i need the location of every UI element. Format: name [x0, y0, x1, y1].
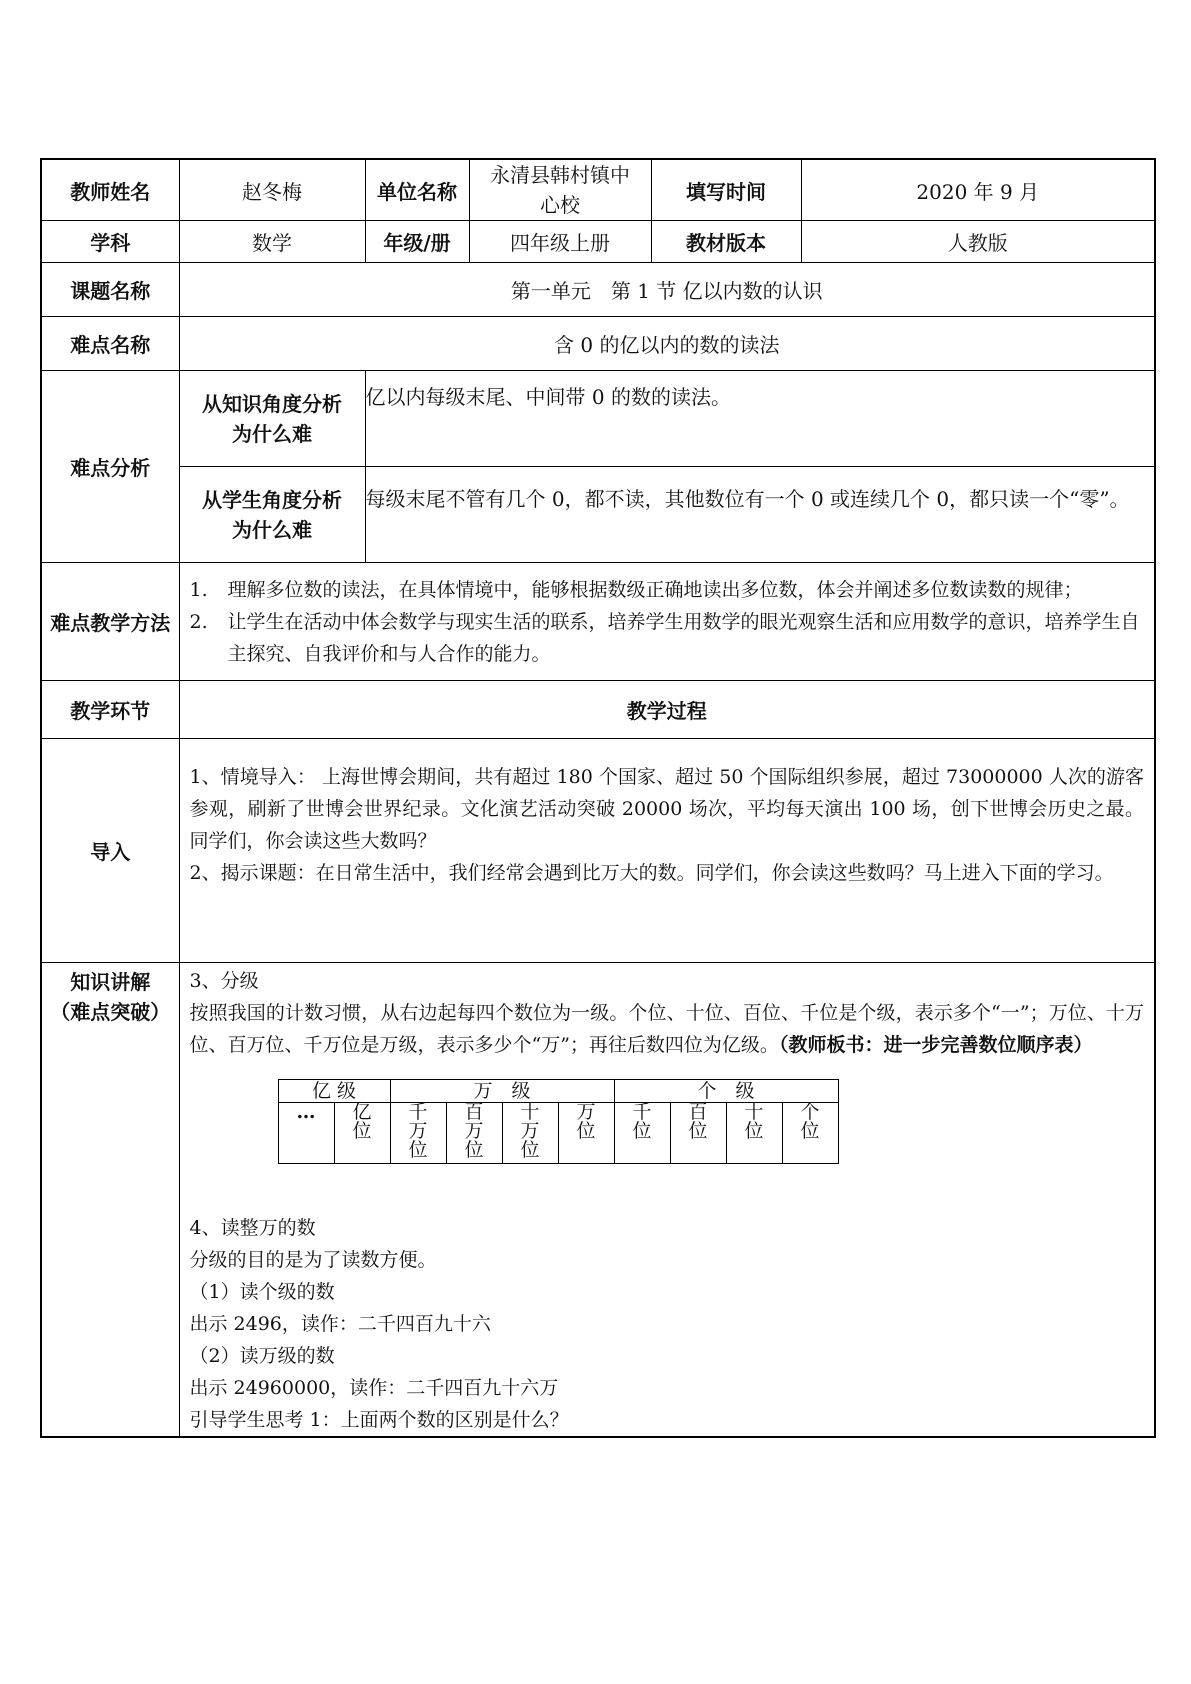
edition-value: 人教版	[801, 221, 1155, 263]
student-angle-value: 每级末尾不管有几个 0，都不读，其他数位有一个 0 或连续几个 0，都只读一个“零”。	[365, 467, 1155, 563]
row-difficulty	[41, 317, 1155, 371]
method-content	[179, 563, 1155, 681]
place-col-text: 百万位	[464, 1101, 484, 1161]
section-3-body: 按照我国的计数习惯，从右边起每四个数位为一级。个位、十位、百位、千位是个级，表示多个“一”；万位、十万位、百万位、千万位是万级，表示多少个“万”；再往后数四位为亿级。	[189, 1002, 1144, 1056]
place-col-text: 个位	[800, 1101, 820, 1142]
place-col-bai	[670, 1103, 726, 1164]
row-intro	[41, 739, 1155, 963]
knowledge-label-line1: 知识讲解	[70, 970, 151, 994]
place-col-text: 百位	[688, 1101, 708, 1142]
intro-content	[179, 739, 1155, 963]
place-col-shi	[726, 1103, 782, 1164]
row-subject-info	[41, 221, 1155, 263]
place-group-row	[278, 1080, 838, 1103]
place-column-row	[278, 1103, 838, 1164]
place-col-ellipsis-text: …	[296, 1101, 316, 1123]
section-4-line: 引导学生思考 1：上面两个数的区别是什么？	[189, 1409, 569, 1431]
topic-label: 课题名称	[41, 263, 179, 317]
grade-label: 年级/册	[365, 221, 469, 263]
teaching-process-label: 教学过程	[179, 681, 1155, 739]
section-4-line: 出示 24960000，读作：二千四百九十六万	[189, 1377, 559, 1399]
edition-label: 教材版本	[651, 221, 801, 263]
section-4-line: （1）读个级的数	[189, 1281, 335, 1303]
section-4-line: 分级的目的是为了读数方便。	[189, 1249, 437, 1271]
subject-value: 数学	[179, 221, 365, 263]
knowledge-angle-label: 从知识角度分析为什么难	[179, 371, 365, 467]
knowledge-angle-value: 亿以内每级末尾、中间带 0 的数的读法。	[365, 371, 1155, 467]
row-analysis-student	[41, 467, 1155, 563]
row-process-header	[41, 681, 1155, 739]
teacher-name-label: 教师姓名	[41, 159, 179, 221]
teacher-name-value: 赵冬梅	[179, 159, 365, 221]
method-list	[180, 572, 1155, 672]
section-4-title: 4、读整万的数	[189, 1217, 316, 1239]
section-3-board-note: （教师板书：进一步完善数位顺序表）	[778, 1034, 1093, 1056]
place-col-yi	[334, 1103, 390, 1164]
knowledge-label-line2: （难点突破）	[50, 1000, 171, 1024]
intro-paragraph-1: 1、情境导入： 上海世博会期间，共有超过 180 个国家、超过 50 个国际组织参展，超过 73000000 人次的游客参观，刷新了世博会世界纪录。文化演艺活动突破 20000 场次，平均每天演出 100 场，创下世博会历史之最。同学们，你会读这些大数吗？	[189, 766, 1144, 852]
row-teacher-info	[41, 159, 1155, 221]
list-item-text: 让学生在活动中体会数学与现实生活的联系，培养学生用数学的眼光观察生活和应用数学的意识，培养学生自主探究、自我评价和与人合作的能力。	[227, 610, 1140, 665]
intro-label: 导入	[41, 739, 179, 963]
row-teaching-method	[41, 563, 1155, 681]
fill-date-label: 填写时间	[651, 159, 801, 221]
place-col-qianwan	[390, 1103, 446, 1164]
subject-label: 学科	[41, 221, 179, 263]
place-col-ellipsis	[278, 1103, 334, 1164]
place-col-baiwan	[446, 1103, 502, 1164]
knowledge-content	[179, 963, 1155, 1438]
unit-name-value: 永清县韩村镇中心校	[469, 159, 651, 221]
section-3-text	[180, 997, 1155, 1061]
list-item	[190, 606, 1145, 670]
place-col-ge	[782, 1103, 838, 1164]
difficulty-label: 难点名称	[41, 317, 179, 371]
place-col-text: 亿位	[352, 1101, 372, 1142]
place-col-text: 十万位	[520, 1101, 540, 1161]
difficulty-value: 含 0 的亿以内的数的读法	[179, 317, 1155, 371]
topic-value: 第一单元 第 1 节 亿以内数的认识	[179, 263, 1155, 317]
group-wan: 万 级	[390, 1080, 614, 1103]
section-4-line: （2）读万级的数	[189, 1345, 335, 1367]
teaching-stage-label: 教学环节	[41, 681, 179, 739]
place-col-shiwan	[502, 1103, 558, 1164]
place-col-wan	[558, 1103, 614, 1164]
unit-name-label: 单位名称	[365, 159, 469, 221]
lesson-plan-table	[40, 158, 1156, 1438]
fill-date-value: 2020 年 9 月	[801, 159, 1155, 221]
grade-value: 四年级上册	[469, 221, 651, 263]
list-item-number: 2.	[189, 610, 208, 633]
place-value-table	[278, 1079, 839, 1164]
method-label: 难点教学方法	[41, 563, 179, 681]
section-3-title: 3、分级	[189, 970, 259, 992]
section-4-line: 出示 2496，读作：二千四百九十六	[189, 1313, 491, 1335]
student-angle-label: 从学生角度分析为什么难	[179, 467, 365, 563]
place-col-qian	[614, 1103, 670, 1164]
knowledge-label	[41, 963, 179, 1438]
row-knowledge	[41, 963, 1155, 1438]
row-topic	[41, 263, 1155, 317]
list-item-number: 1.	[189, 578, 208, 601]
group-yi: 亿 级	[278, 1080, 390, 1103]
lesson-plan-page	[40, 158, 1154, 1438]
place-col-text: 十位	[744, 1101, 764, 1142]
list-item-text: 理解多位数的读法，在具体情境中，能够根据数级正确地读出多位数，体会并阐述多位数读数的规律；	[227, 578, 1083, 601]
list-item	[190, 574, 1145, 606]
intro-paragraph-2: 2、揭示课题：在日常生活中，我们经常会遇到比万大的数。同学们，你会读这些数吗？马上进入下面的学习。	[189, 862, 1114, 884]
place-col-text: 千万位	[408, 1101, 428, 1161]
place-col-text: 千位	[632, 1101, 652, 1142]
row-analysis-knowledge	[41, 371, 1155, 467]
place-col-text: 万位	[576, 1101, 596, 1142]
analysis-label: 难点分析	[41, 371, 179, 563]
group-ge: 个 级	[614, 1080, 838, 1103]
